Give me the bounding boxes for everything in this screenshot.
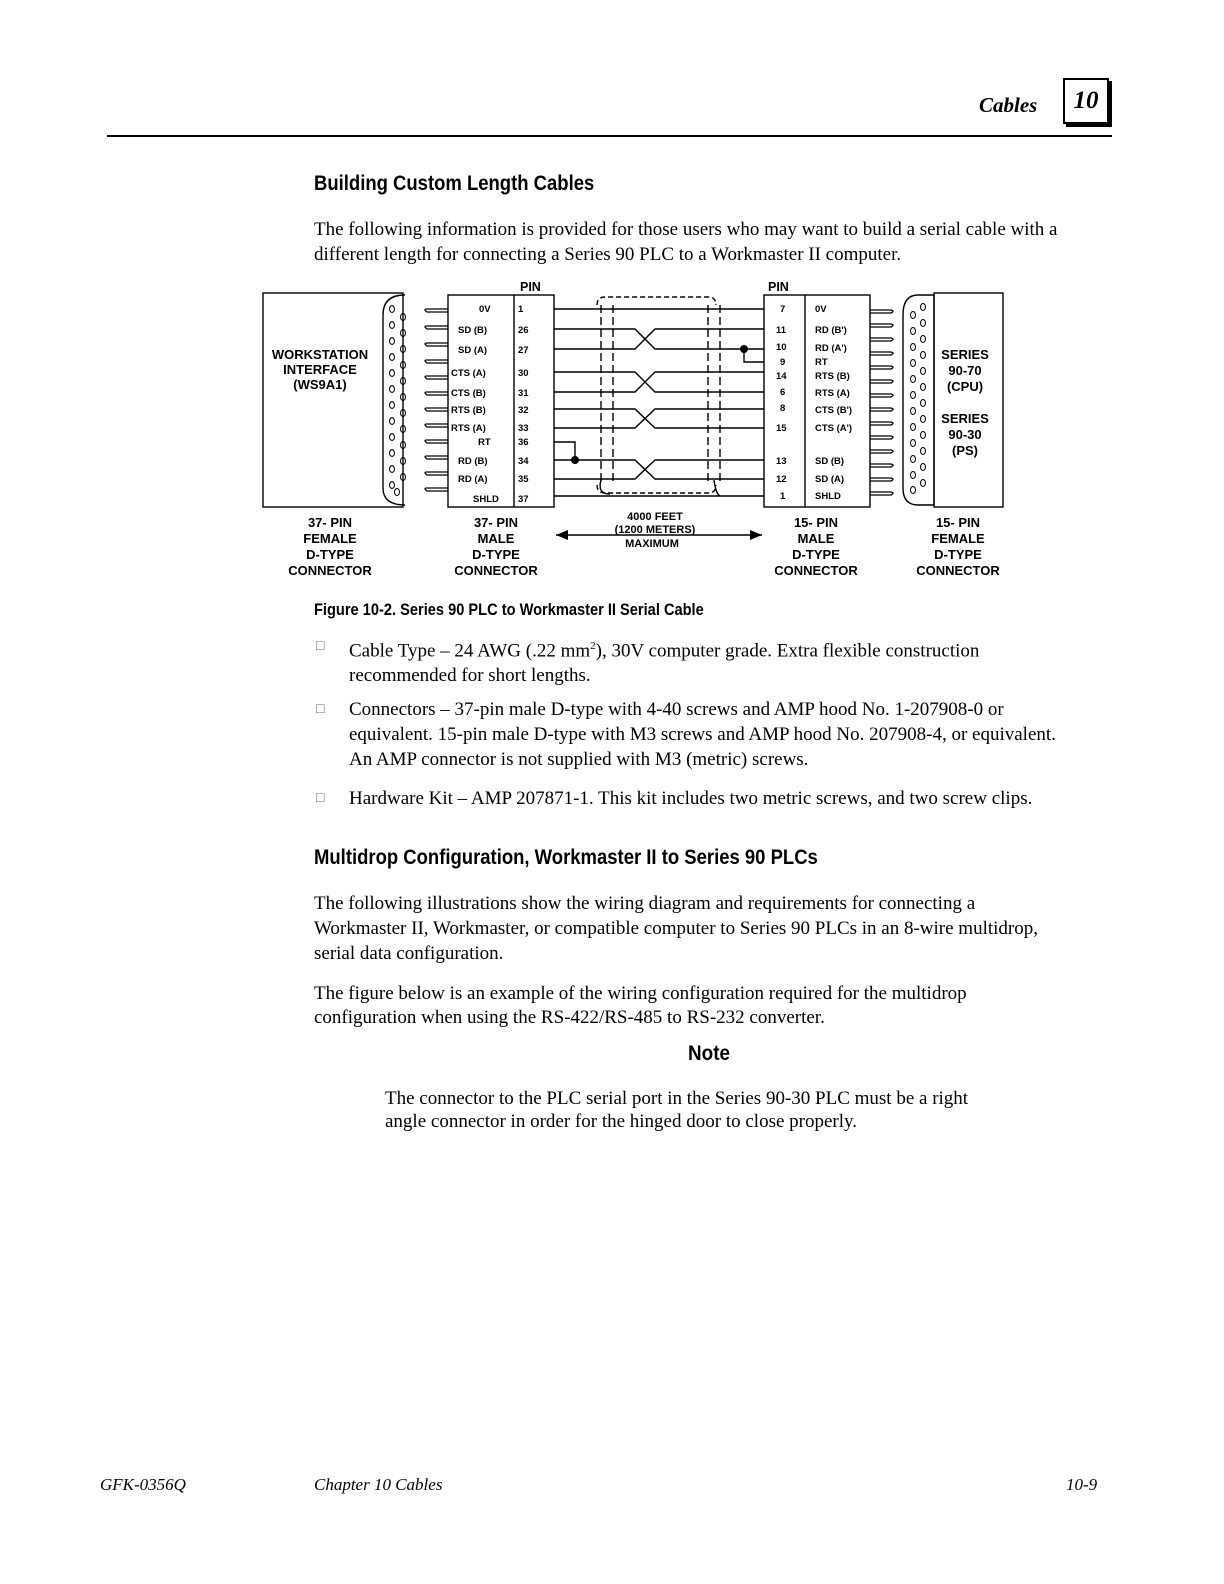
conn2-line: D-TYPE: [472, 547, 520, 562]
left-pin: 37: [518, 494, 529, 505]
conn3-line: CONNECTOR: [774, 563, 858, 578]
bullet-cable-type: Cable Type – 24 AWG (.22 $mm^2$), 30V computer grade. Extra flexible construction recommended for short lengths.: [349, 640, 980, 687]
left-signal: CTS (B): [451, 388, 486, 399]
left-pin: 32: [518, 405, 529, 416]
right-pin: 14: [776, 371, 787, 382]
conn3-line: D-TYPE: [792, 547, 840, 562]
pin-header-left: PIN: [520, 280, 541, 294]
footer-doc-id: GFK-0356Q: [100, 1475, 186, 1494]
right-signal: SHLD: [815, 491, 841, 502]
intro-line-2: different length for connecting a Series 90 PLC to a Workmaster II computer.: [314, 244, 902, 265]
right-pin: 9: [780, 357, 786, 368]
multidrop-para1-line3: serial data configuration.: [314, 943, 504, 964]
left-pin: 27: [518, 345, 529, 356]
left-signal: RD (B): [458, 456, 488, 467]
right-signal: CTS (B'): [815, 405, 853, 416]
figure-caption: Figure 10-2. Series 90 PLC to Workmaster II Serial Cable: [314, 600, 704, 619]
right-pin: 6: [780, 387, 786, 398]
left-pin: 30: [518, 368, 529, 379]
serial-cable-wiring-diagram: [0, 0, 1224, 600]
conn1-line: 37- PIN: [307, 515, 353, 530]
bullet-marker: □: [316, 702, 325, 717]
section-heading-custom-cables: Building Custom Length Cables: [314, 172, 595, 195]
right-pin: 13: [776, 456, 787, 467]
conn1-line: D-TYPE: [306, 547, 354, 562]
conn2-line: 37- PIN: [473, 515, 519, 530]
header-title: Cables: [979, 93, 1038, 117]
conn4-line: CONNECTOR: [916, 563, 1000, 578]
cable-shield-top: [597, 297, 716, 305]
conn1-line: FEMALE: [303, 531, 357, 546]
section-heading-multidrop: Multidrop Configuration, Workmaster II to Series 90 PLCs: [314, 846, 818, 869]
left-pin: 35: [518, 474, 529, 485]
right-pin: 10: [776, 342, 787, 353]
ws-label-1: WORKSTATION: [271, 347, 369, 362]
left-pin: 33: [518, 423, 529, 434]
multidrop-para2-line2: configuration when using the RS-422/RS-485 to RS-232 converter.: [314, 1007, 825, 1028]
length-line: MAXIMUM: [625, 538, 679, 550]
right-pin: 1: [780, 491, 786, 502]
left-pin: 26: [518, 325, 529, 336]
length-line: (1200 METERS): [614, 524, 696, 536]
right-signal: RD (A'): [815, 343, 847, 354]
conn4-line: D-TYPE: [934, 547, 982, 562]
ws-label-2: INTERFACE: [283, 362, 357, 377]
bullet-connectors: Connectors – 37-pin male D-type with 4-40 screws and AMP hood No. 1-207908-0 or equivalent. 15-pin male D-type with M3 screws and AMP hood No. 207908-4, or equivalent. An AMP connector is not supplied with M3 (metric) screws.: [349, 699, 1056, 770]
right-dsub-shell: [903, 295, 934, 505]
left-signal: RT: [478, 437, 491, 448]
left-pin: 36: [518, 437, 529, 448]
series-label-2: 90-70: [948, 363, 982, 378]
series-label-6: (PS): [952, 443, 978, 458]
multidrop-para1-line1: The following illustrations show the wiring diagram and requirements for connecting a: [314, 893, 976, 914]
series-label-5: 90-30: [948, 427, 982, 442]
note-line-1: The connector to the PLC serial port in the Series 90-30 PLC must be a right: [385, 1088, 969, 1109]
length-line: 4000 FEET: [627, 511, 683, 523]
conn4-line: 15- PIN: [935, 515, 981, 530]
multidrop-para2-line1: The figure below is an example of the wiring configuration required for the multidrop: [314, 983, 967, 1004]
right-signal: RT: [815, 357, 828, 368]
left-pin: 34: [518, 456, 529, 467]
note-line-2: angle connector in order for the hinged door to close properly.: [385, 1111, 858, 1132]
right-pin: 7: [780, 304, 786, 315]
series-label-3: (CPU): [946, 379, 984, 394]
conn3-line: MALE: [797, 531, 835, 546]
conn1-line: CONNECTOR: [288, 563, 372, 578]
conn2-line: CONNECTOR: [454, 563, 538, 578]
footer-page-number: 10-9: [1066, 1475, 1098, 1494]
right-pin: 15: [776, 423, 787, 434]
chapter-number-badge: 10: [1063, 78, 1109, 124]
left-pin: 1: [518, 304, 524, 315]
bullet-hardware: Hardware Kit – AMP 207871-1. This kit includes two metric screws, and two screw clips.: [349, 788, 1033, 809]
left-signal: RTS (B): [451, 405, 486, 416]
bullet-marker: □: [316, 639, 325, 654]
right-signal: RD (B'): [815, 325, 847, 336]
left-signal: SD (B): [458, 325, 488, 336]
left-signal: RTS (A): [451, 423, 486, 434]
conn4-line: FEMALE: [931, 531, 985, 546]
left-pin: 31: [518, 388, 529, 399]
bullet-marker: □: [316, 791, 325, 806]
ws-label-3: (WS9A1): [293, 377, 347, 392]
pin-header-right: PIN: [768, 280, 789, 294]
intro-line-1: The following information is provided for those users who may want to build a serial cable with a: [314, 219, 1058, 240]
right-signal: RTS (A): [815, 388, 850, 399]
right-signal: CTS (A'): [815, 423, 853, 434]
left-signal: SHLD: [473, 494, 499, 505]
series-box: [934, 293, 1003, 507]
multidrop-para1-line2: Workmaster II, Workmaster, or compatible computer to Series 90 PLCs in an 8-wire multidrop,: [314, 918, 1039, 939]
workstation-box: [263, 293, 403, 507]
note-heading: Note: [688, 1042, 731, 1065]
right-pin: 12: [776, 474, 787, 485]
right-signal: SD (A): [815, 474, 845, 485]
series-label-4: SERIES: [941, 411, 989, 426]
conn3-line: 15- PIN: [793, 515, 839, 530]
series-label-1: SERIES: [941, 347, 989, 362]
left-signal: CTS (A): [451, 368, 486, 379]
right-pin: 8: [780, 403, 786, 414]
right-signal: RTS (B): [815, 371, 850, 382]
right-signal: 0V: [815, 304, 827, 315]
left-signal: RD (A): [458, 474, 488, 485]
right-pin: 11: [776, 325, 787, 336]
conn2-line: MALE: [477, 531, 515, 546]
footer-chapter: Chapter 10 Cables: [314, 1475, 443, 1494]
left-signal: 0V: [479, 304, 491, 315]
cable-shield-bottom: [597, 485, 716, 493]
right-signal: SD (B): [815, 456, 845, 467]
left-signal: SD (A): [458, 345, 488, 356]
